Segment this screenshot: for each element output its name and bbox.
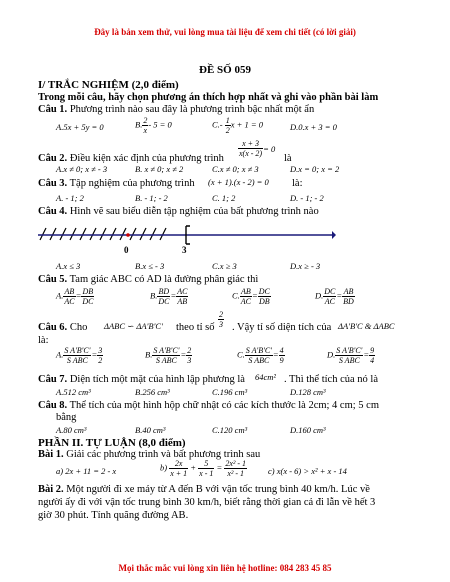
q2-option-d: D.x = 0; x = 2: [290, 164, 340, 174]
tick-label-3: 3: [182, 245, 187, 255]
exercise-2: Bài 2. Một người đi xe máy từ A đến B với vận tốc trung bình 40 km/h. Lúc về: [38, 484, 370, 495]
question-1: [38, 104, 314, 115]
q3-after: là:: [292, 178, 303, 189]
q8-option-c: C.120 cm³: [212, 425, 248, 435]
q3-option-d: D. - 1; - 2: [290, 193, 324, 203]
q6-la: là:: [38, 335, 49, 346]
part2-heading: PHẦN II. TỰ LUẬN (8,0 điểm): [38, 437, 186, 449]
q3-option-c: C. 1; 2: [212, 193, 236, 203]
hotline-footer: Mọi thắc mắc vui lòng xin liên hệ hotline: 084 283 45 85: [118, 563, 332, 573]
q5-option-b: B. $\frac{BD}{DC}$ = $\frac{AC}{AB}$: [150, 287, 188, 306]
number-line-diagram: [36, 218, 336, 262]
q2-option-c: C.x ≠ 0; x ≠ 3: [212, 164, 259, 174]
q6-option-a: A. $\frac{\text{S A'B'C'}}{\text{S ABC}}$ = $\frac{3}{2}$: [56, 346, 103, 365]
origin-dot: [126, 233, 130, 237]
q2-after: là: [284, 153, 292, 164]
q6-option-b: B. $\frac{\text{S A'B'C'}}{\text{S ABC}}$ = $\frac{2}{3}$: [145, 346, 192, 365]
q8-option-d: D.160 cm³: [290, 425, 326, 435]
ex2-line-2: người ấy đi với vận tốc trung bình 30 km/h, biết rằng thời gian cả đi lẫn về hết 3: [38, 497, 376, 508]
q6-option-d: D. $\frac{\text{S A'B'C'}}{\text{S ABC}}$ = $\frac{9}{4}$: [327, 346, 375, 365]
q5-option-c: C. $\frac{AB}{AC}$ = $\frac{DC}{DB}$: [232, 287, 270, 306]
q6-triangles: ΔA'B'C & ΔABC: [338, 321, 395, 331]
q3-expression: (x + 1).(x - 2) = 0: [208, 177, 269, 187]
exercise-1: Bài 1. Giải các phương trình và bất phương trình sau: [38, 449, 261, 460]
q3-option-a: A. - 1; 2: [56, 193, 84, 203]
q1-option-c: C.- $\frac{1}{2}$ x + 1 = 0: [212, 116, 263, 135]
q1-option-b: B. $\frac{2}{x}$ - 5 = 0: [135, 116, 172, 135]
ex2-line-3: giờ 30 phút. Tính quãng đường AB.: [38, 510, 189, 521]
q7-option-a: A.512 cm³: [56, 387, 91, 397]
question-6: Câu 6. Cho: [38, 322, 88, 333]
q7-option-d: D.128 cm³: [290, 387, 326, 397]
q7-option-c: C.196 cm³: [212, 387, 248, 397]
q4-option-c: C.x ≥ 3: [212, 261, 237, 271]
q1-label: Câu 1.: [38, 104, 68, 115]
q2-option-b: B. x ≠ 0; x ≠ 2: [135, 164, 184, 174]
q1-option-d: D.0.x + 3 = 0: [290, 122, 337, 132]
q6-ratio-text: theo tỉ số: [176, 322, 215, 333]
q3-option-b: B. - 1; - 2: [135, 193, 168, 203]
part1-heading: I/ TRẮC NGHIỆM (2,0 điểm): [38, 79, 179, 91]
q8-option-a: A.80 cm³: [56, 425, 87, 435]
q7-after: . Thì thể tích của nó là: [284, 374, 378, 385]
q4-option-d: D.x ≥ - 3: [290, 261, 321, 271]
question-7: Câu 7. Diện tích một mặt của hình lập phương là: [38, 374, 245, 385]
exam-title: ĐỀ SỐ 059: [199, 64, 251, 76]
tick-label-0: 0: [124, 245, 129, 255]
q4-option-b: B.x ≤ - 3: [135, 261, 165, 271]
question-2: Câu 2. Điều kiện xác định của phương trình: [38, 153, 224, 164]
q2-equation: $\frac{x + 3}{x(x - 2)}$ = 0: [239, 139, 276, 158]
q6-ratio: $\frac{2}{3}$: [219, 310, 223, 329]
preview-notice: Đây là bản xem thử, vui lòng mua tài liệu để xem chi tiết (có lời giải): [94, 27, 356, 37]
ex1-part-c: c) x(x - 6) > x² + x - 14: [268, 466, 347, 476]
q2-option-a: A.x ≠ 0; x ≠ - 3: [56, 164, 108, 174]
question-3: Câu 3. Tập nghiệm của phương trình: [38, 178, 195, 189]
q6-text2: . Vậy tỉ số diện tích của: [232, 322, 332, 333]
ex1-part-a: a) 2x + 11 = 2 - x: [56, 466, 117, 476]
axis-arrow: [332, 231, 336, 239]
question-8: Câu 8. Thể tích của một hình hộp chữ nhật có các kích thước là 2cm; 4 cm; 5 cm: [38, 400, 380, 411]
q1-option-a: A.5x + 5y = 0: [56, 122, 104, 132]
q6-option-c: C. $\frac{\text{S A'B'C'}}{\text{S ABC}}$ = $\frac{4}{9}$: [237, 346, 284, 365]
q6-similarity: ΔABC ∽ ΔA'B'C': [104, 321, 163, 331]
question-4: Câu 4. Hình vẽ sau biểu diễn tập nghiệm của bất phương trình nào: [38, 206, 319, 217]
q5-option-d: D. $\frac{DC}{AC}$ = $\frac{AB}{BD}$: [315, 287, 354, 306]
ex1-part-b: b) $\frac{2x}{x + 1}$ + $\frac{5}{x - 1}$ = $\frac{\text{2x² - 1}}{\text{x² - 1}}$: [160, 459, 247, 478]
q8-text2: bằng: [56, 412, 77, 423]
q5-option-a: A. $\frac{AB}{AC}$ = $\frac{DB}{DC}$: [56, 287, 94, 306]
q1-text: Phương trình nào sau đây là phương trình bậc nhất một ẩn: [69, 104, 315, 115]
q8-option-b: B.40 cm³: [135, 425, 166, 435]
part1-instruction: Trong mỗi câu, hãy chọn phương án thích hợp nhất và ghi vào phần bài làm: [38, 92, 379, 103]
q7-value: 64cm²: [255, 372, 276, 382]
q7-option-b: B.256 cm³: [135, 387, 170, 397]
q4-option-a: A.x ≤ 3: [56, 261, 81, 271]
question-5: Câu 5. Tam giác ABC có AD là đường phân giác thì: [38, 274, 259, 285]
hatch-marks: [40, 228, 166, 240]
